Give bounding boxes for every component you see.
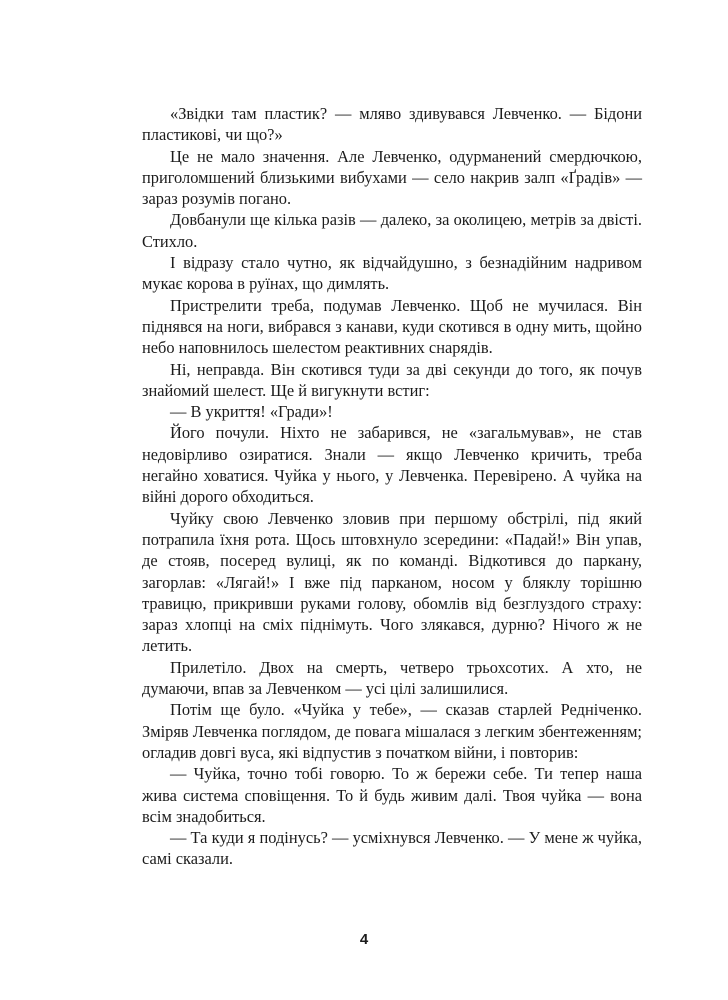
paragraph: Пристрелити треба, подумав Левченко. Щоб не мучилася. Він піднявся на ноги, вибрався з канави, куди скотився в одну мить, щойно небо наповнилось шелестом реактивних снарядів.	[142, 295, 642, 358]
paragraph: Його почули. Ніхто не забарився, не «загальмував», не став недовірливо озиратися. Знали — якщо Левченко кричить, треба негайно ховатися. Чуйка у нього, у Левченка. Перевірено. А чуйка на війні дорого обходиться.	[142, 423, 642, 507]
paragraph: — В укриття! «Гради»!	[170, 402, 333, 422]
paragraph: Чуйку свою Левченко зловив при першому обстрілі, під який потрапила їхня рота. Щось штовхнуло зсередини: «Падай!» Він упав, де стояв, посеред вулиці, як по команді. Відкотився до паркану, загорлав: «Лягай!» І вже під парканом, носом у бляклу торішню травицю, прикривши руками голову, обомлів від безглуздого страху: зараз хлопці на сміх піднімуть. Чого злякався, дурню? Нічого ж не летить.	[142, 508, 642, 656]
paragraph: — Та куди я подінусь? — усміхнувся Левченко. — У мене ж чуйка, самі сказали.	[142, 828, 642, 869]
paragraph: Потім ще було. «Чуйка у тебе», — сказав старлей Редніченко. Зміряв Левченка поглядом, де повага мішалася з легким збентеженням; огладив довгі вуса, які відпустив з початком війни, і повторив:	[142, 700, 642, 762]
paragraph: — Чуйка, точно тобі говорю. То ж бережи себе. Ти тепер наша жива система сповіщення. То й будь живим далі. Твоя чуйка — вона всім знадобиться.	[142, 764, 642, 826]
paragraph: «Звідки там пластик? — мляво здивувався Левченко. — Бідони пластикові, чи що?»	[142, 104, 642, 145]
body-text	[142, 103, 642, 870]
paragraph: І відразу стало чутно, як відчайдушно, з безнадійним надривом мукає корова в руїнах, що димлять.	[142, 253, 642, 294]
paragraph: Ні, неправда. Він скотився туди за дві секунди до того, як почув знайомий шелест. Ще й вигукнути встиг:	[142, 359, 642, 400]
page-number: 4	[359, 931, 369, 948]
paragraph: Прилетіло. Двох на смерть, четверо трьохсотих. А хто, не думаючи, впав за Левченком — усі цілі залишилися.	[142, 657, 642, 699]
paragraph: Довбанули ще кілька разів — далеко, за околицею, метрів за двісті. Стихло.	[142, 210, 642, 251]
paragraph: Це не мало значення. Але Левченко, одурманений смердючкою, приголомшений близькими вибухами — село накрив залп «Ґрадів» — зараз розумів погано.	[142, 146, 642, 209]
